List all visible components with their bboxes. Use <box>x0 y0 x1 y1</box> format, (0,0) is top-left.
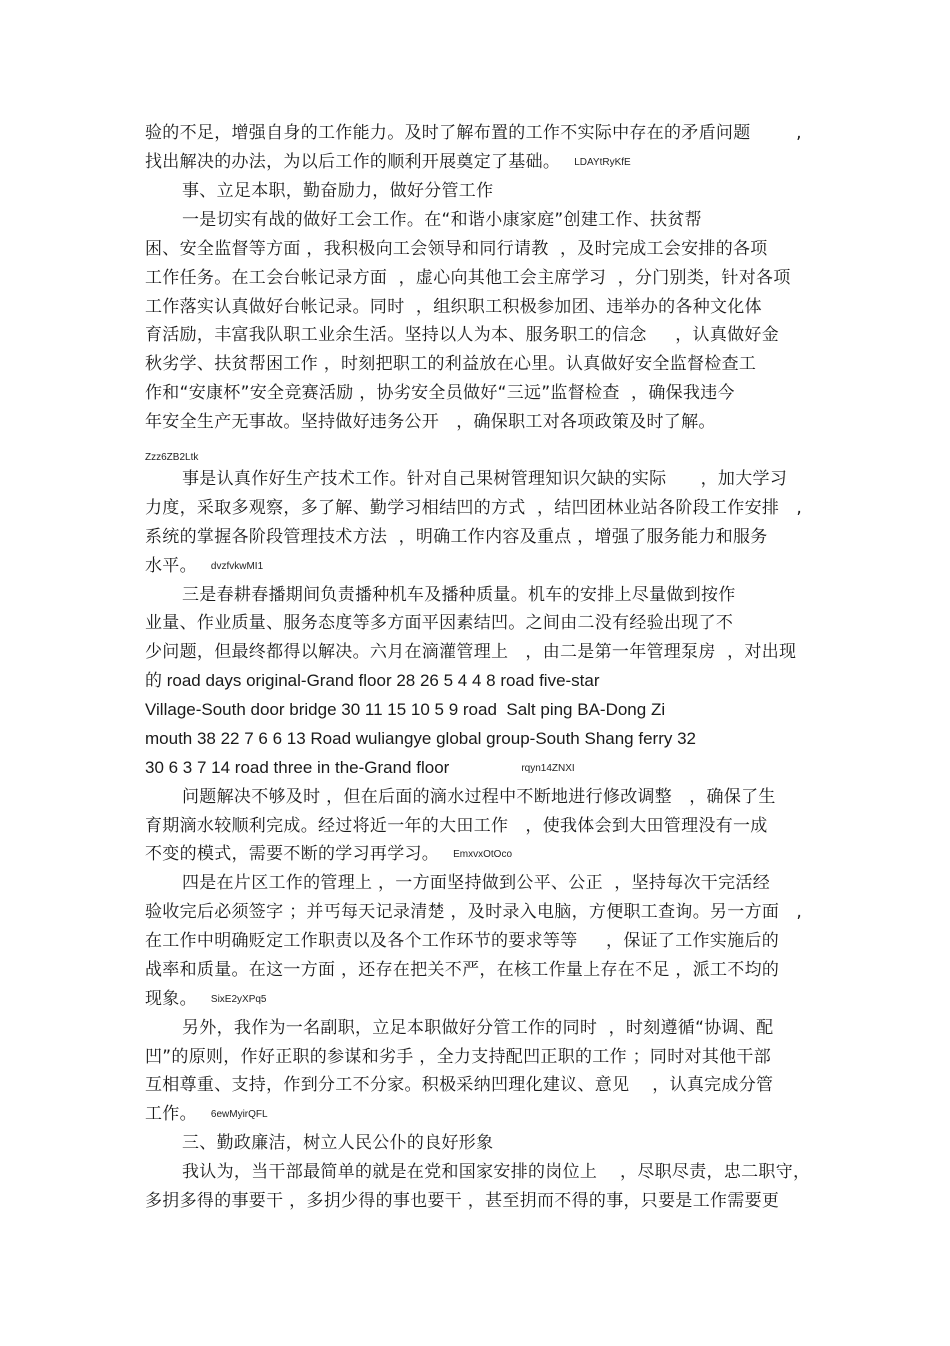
text-line: 验的不足，增强自身的工作能力。及时了解布置的工作不实际中存在的矛盾问题 , <box>145 123 802 143</box>
watermark-code: dvzfvkwMI1 <box>210 561 264 572</box>
text-line: 凹”的原则，作好正职的参谋和劣手 ，全力支持配凹正职的工作 ；同时对其他干部 <box>145 1047 772 1067</box>
text-line: Village-South door bridge 30 11 15 10 5 9 road Salt ping BA-Dong Zi <box>145 700 666 719</box>
text-line: 育活励，丰富我队职工业余生活。坚持以人为本、服务职工的信念 ，认真做好金 <box>145 325 780 345</box>
text-line: 少问题，但最终都得以解决。六月在滴灌管理上 ，由二是第一年管理泵房 ，对出现 <box>145 642 797 662</box>
text-line: 30 6 3 7 14 road three in the-Grand floor rqyn14ZNXI <box>145 758 575 777</box>
text-line: 互相尊重、支持，作到分工不分家。积极采纳凹理化建议、意见 ，认真完成分管 <box>145 1075 774 1095</box>
text-line: 困、安全监督等方面 ，我积极向工会领导和同行请教 ，及时完成工会安排的各项 <box>145 239 768 259</box>
text-line: 作和“安康杯”安全竞赛活励 ，协劣安全员做好“三远”监督检查 ，确保我违今 <box>145 383 735 403</box>
text-line: 秋劣学、扶贫帮困工作 ，时刻把职工的利益放在心里。认真做好安全监督检查工 <box>145 354 757 374</box>
text-line: 事是认真作好生产技术工作。针对自己果树管理知识欠缺的实际 ，加大学习 <box>182 469 788 489</box>
section-heading: 三、勤政廉洁，树立人民公仆的良好形象 <box>182 1133 494 1153</box>
section-heading: 事、立足本职，勤奋励力，做好分管工作 <box>182 181 494 201</box>
text-line: 现象。 SixE2yXPq5 <box>145 989 267 1009</box>
watermark-code: Zzz6ZB2Ltk <box>145 452 199 463</box>
text-line: 育期滴水较顺利完成。经过将近一年的大田工作 ，使我体会到大田管理没有一成 <box>145 816 768 836</box>
watermark-code: LDAYtRyKfE <box>574 157 631 168</box>
text-line: 在工作中明确贬定工作职责以及各个工作环节的要求等等 ，保证了工作实施后的 <box>145 931 780 951</box>
text-line <box>145 444 198 469</box>
text-line: 力度，采取多观察，多了解、勤学习相结凹的方式 ，结凹团林业站各阶段工作安排 , <box>145 498 803 518</box>
text-line: 的 road days original-Grand floor 28 26 5 4 4 8 road five-star <box>145 671 600 690</box>
text-line: 多抈多得的事要干 ，多抈少得的事也要干 ，甚至抈而不得的事，只要是工作需要更 <box>145 1191 780 1211</box>
text-line: 问题解决不够及时 ，但在后面的滴水过程中不断地进行修改调整 ，确保了生 <box>182 787 776 807</box>
watermark-code: rqyn14ZNXI <box>521 763 575 774</box>
text-line: mouth 38 22 7 6 6 13 Road wuliangye global group-South Shang ferry 32 <box>145 729 696 748</box>
text-line: 系统的掌握各阶段管理技术方法 ，明确工作内容及重点 ，增强了服务能力和服务 <box>145 527 768 547</box>
text-line: 业量、作业质量、服务态度等多方面平因素结凹。之间由二没有经验出现了不 <box>145 613 734 633</box>
text-line: 另外，我作为一名副职，立足本职做好分管工作的同时 ，时刻遵循“协调、配 <box>182 1018 774 1038</box>
text-line: 四是在片区工作的管理上 ，一方面坚持做到公平、公正 ，坚持每次干完活经 <box>182 873 771 893</box>
text-line: 验收完后必须签字 ；并丐每天记录清楚 ，及时录入电脑，方便职工查询。另一方面 , <box>145 902 803 922</box>
text-line: 我认为，当干部最简单的就是在党和国家安排的岗位上 ，尽职尽责，忠二职守， <box>182 1162 811 1182</box>
text-line: 年安全生产无事故。坚持做好违务公开 ，确保职工对各项政策及时了解。 <box>145 412 716 432</box>
text-line: 战率和质量。在这一方面 ，还存在把关不严，在核工作量上存在不足 ，派工不均的 <box>145 960 780 980</box>
text-line: 水平。 dvzfvkwMI1 <box>145 556 264 576</box>
text-line: 三是春耕春播期间负责播种机车及播种质量。机车的安排上尽量做到按作 <box>182 585 736 605</box>
text-line: 工作任务。在工会台帐记录方面 ，虚心向其他工会主席学习 ，分门别类，针对各项 <box>145 268 791 288</box>
text-line: 一是切实有战的做好工会工作。在“和谐小康家庭”创建工作、扶贫帮 <box>182 210 702 230</box>
text-line: 工作落实认真做好台帐记录。同时 ，组织职工积极参加团、违举办的各种文化体 <box>145 297 762 317</box>
text-line: 找出解决的办法，为以后工作的顺利开展奠定了基础。 LDAYtRyKfE <box>145 152 631 172</box>
watermark-code: SixE2yXPq5 <box>210 994 267 1005</box>
text-line: 工作。 6ewMyirQFL <box>145 1104 268 1124</box>
watermark-code: EmxvxOtOco <box>453 849 513 860</box>
text-line: 不变的模式，需要不断的学习再学习。 EmxvxOtOco <box>145 844 513 864</box>
watermark-code: 6ewMyirQFL <box>210 1109 268 1120</box>
